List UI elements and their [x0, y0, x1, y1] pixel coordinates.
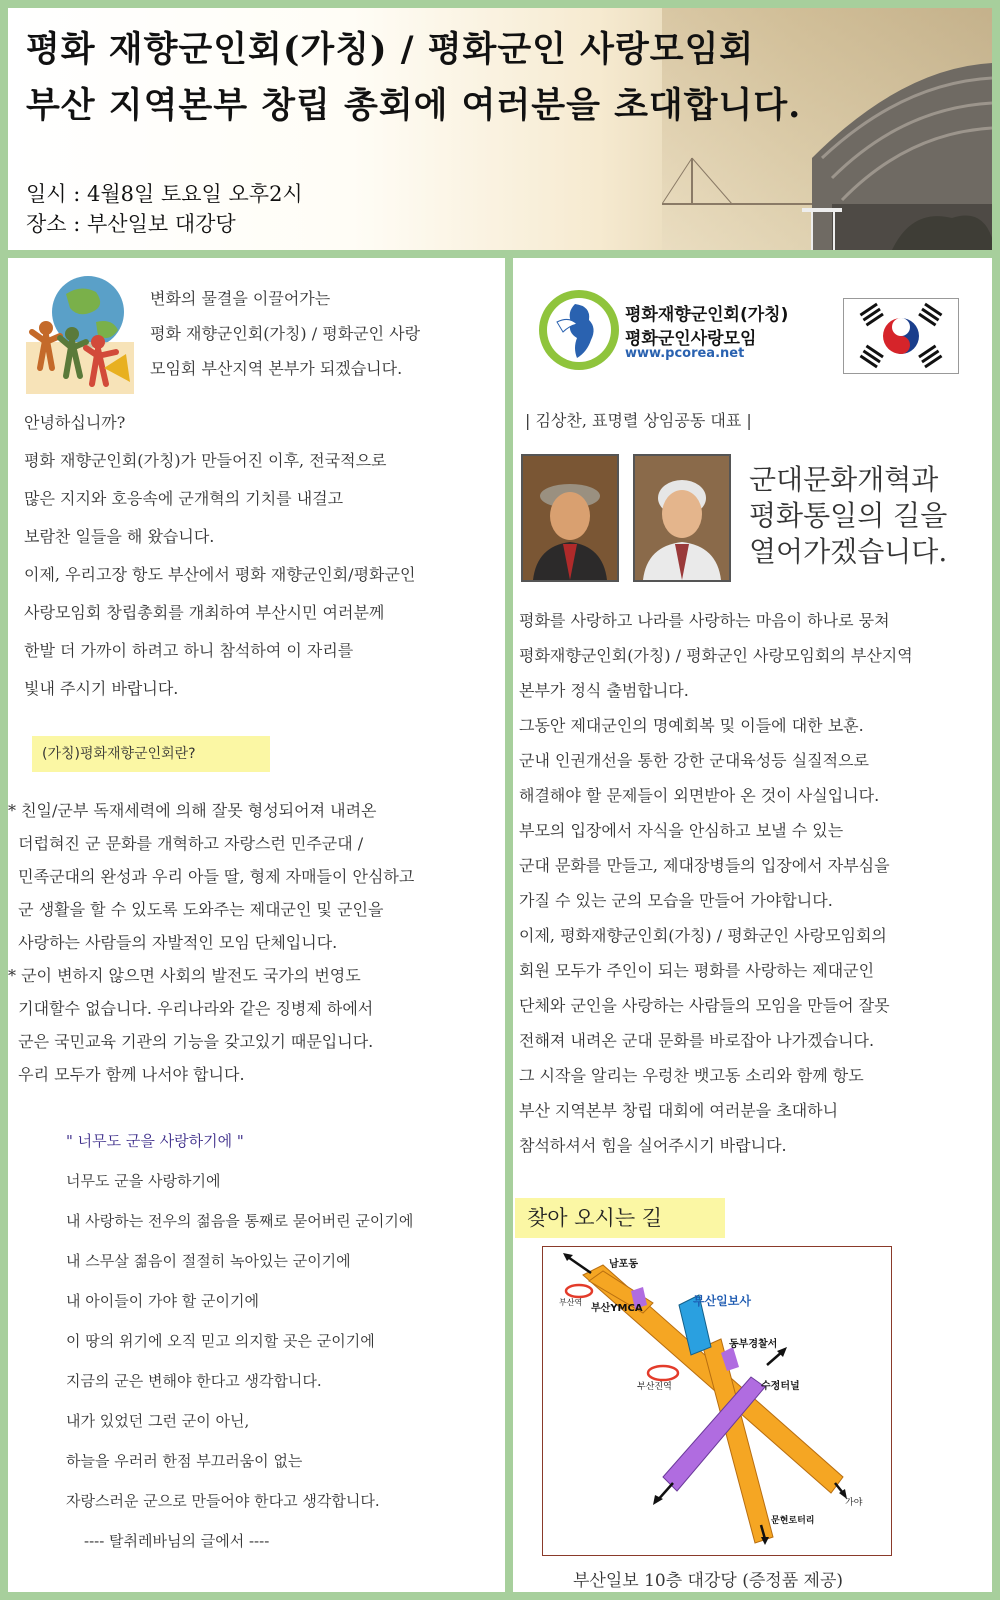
- poem-line: 내 사랑하는 전우의 젊음을 통째로 묻어버린 군이기에: [66, 1212, 414, 1230]
- point-line: * 군이 변하지 않으면 사회의 발전도 국가의 번영도: [8, 966, 361, 985]
- body-line: 한발 더 가까이 하려고 하니 참석하여 이 자리를: [24, 641, 354, 660]
- left-panel: [8, 258, 505, 1592]
- poem-line: 내가 있었던 그런 군이 아닌,: [66, 1412, 250, 1430]
- point-line: 민족군대의 완성과 우리 아들 딸, 형제 자매들이 안심하고: [8, 867, 415, 886]
- slogan-line: 평화통일의 길을: [749, 499, 948, 532]
- title-line-2: 부산 지역본부 창립 총회에 여러분을 초대합니다.: [26, 85, 802, 126]
- point-line: 우리 모두가 함께 나서야 합니다.: [8, 1065, 245, 1084]
- representative-photo-1: [521, 454, 619, 582]
- event-date: 일시 : 4월8일 토요일 오후2시: [26, 182, 303, 206]
- slogan-line: 군대문화개혁과: [749, 463, 939, 496]
- organization-logo: [537, 288, 621, 372]
- poem-line: 이 땅의 위기에 오직 믿고 의지할 곳은 군이기에: [66, 1332, 375, 1350]
- body-line: 보람찬 일들을 해 왔습니다.: [24, 527, 215, 546]
- about-tag: (가칭)평화재향군인회란?: [32, 736, 270, 772]
- body-line: 참석하셔서 힘을 실어주시기 바랍니다.: [519, 1136, 787, 1155]
- body-line: 회원 모두가 주인이 되는 평화를 사랑하는 제대군인: [519, 961, 875, 980]
- map-label-ymca: 부산YMCA: [591, 1303, 643, 1314]
- korean-flag-icon: [843, 298, 959, 374]
- point-line: 군은 국민교육 기관의 기능을 갖고있기 때문입니다.: [8, 1032, 374, 1051]
- body-line: 평화를 사랑하고 나라를 사랑하는 마음이 하나로 뭉쳐: [519, 611, 890, 630]
- body-line: 단체와 군인을 사랑하는 사람들의 모임을 만들어 잘못: [519, 996, 890, 1015]
- body-line: 군내 인권개선을 통한 강한 군대육성등 실질적으로: [519, 751, 870, 770]
- logo-subtitle: 평화군인사랑모임: [625, 329, 757, 349]
- poem-line: 자랑스러운 군으로 만들어야 한다고 생각합니다.: [66, 1492, 380, 1510]
- map-label-busan-ilbo: 부산일보사: [693, 1294, 751, 1308]
- body-line: 전해져 내려온 군대 문화를 바로잡아 나가겠습니다.: [519, 1031, 875, 1050]
- logo-url: www.pcorea.net: [625, 346, 745, 361]
- poem-line: 내 스무살 젊음이 절절히 녹아있는 군이기에: [66, 1252, 351, 1270]
- body-line: 그 시작을 알리는 우렁찬 뱃고동 소리와 함께 항도: [519, 1066, 864, 1085]
- body-line: 부모의 입장에서 자식을 안심하고 보낼 수 있는: [519, 821, 844, 840]
- header-banner: [8, 8, 992, 250]
- body-line: 빛내 주시기 바랍니다.: [24, 679, 179, 698]
- point-line: 사랑하는 사람들의 자발적인 모임 단체입니다.: [8, 933, 338, 952]
- poem-line: 너무도 군을 사랑하기에: [66, 1172, 221, 1190]
- body-line: 이제, 평화재향군인회(가칭) / 평화군인 사랑모임회의: [519, 926, 887, 945]
- map-label-gaya: 가야: [845, 1498, 863, 1508]
- map-label-nampo: 남포동: [609, 1259, 638, 1270]
- body-line: 해결해야 할 문제들이 외면받아 온 것이 사실입니다.: [519, 786, 880, 805]
- map-label-sujeong-tunnel: 수정터널: [761, 1381, 800, 1392]
- title-line-1: 평화 재향군인회(가칭) / 평화군인 사랑모임회: [26, 29, 755, 70]
- map-label-busan-station: 부산역: [559, 1298, 583, 1307]
- body-line: 군대 문화를 만들고, 제대장병들의 입장에서 자부심을: [519, 856, 890, 875]
- body-line: 그동안 제대군인의 명예회복 및 이들에 대한 보훈.: [519, 716, 864, 735]
- map-label-dongbu-police: 동부경찰서: [729, 1339, 778, 1350]
- body-line: 가질 수 있는 군의 모습을 만들어 가야합니다.: [519, 891, 833, 910]
- map-label-munhyeon: 문현로터리: [771, 1516, 815, 1526]
- poem-line: 지금의 군은 변해야 한다고 생각합니다.: [66, 1372, 322, 1390]
- map-drawing: [543, 1247, 891, 1555]
- greeting-line: 안녕하십니까?: [24, 413, 126, 432]
- poem-credit: ---- 탈취레바님의 글에서 ----: [84, 1532, 270, 1550]
- poem-line: 하늘을 우러러 한점 부끄러움이 없는: [66, 1452, 303, 1470]
- intro-line: 변화의 물결을 이끌어가는: [150, 289, 331, 308]
- intro-line: 모임회 부산지역 본부가 되겠습니다.: [150, 359, 403, 378]
- map-caption: 부산일보 10층 대강당 (증정품 제공): [573, 1571, 843, 1591]
- directions-heading: 찾아 오시는 길: [515, 1198, 725, 1238]
- body-line: 평화재향군인회(가칭) / 평화군인 사랑모임회의 부산지역: [519, 646, 913, 665]
- location-map: [542, 1246, 892, 1556]
- right-panel: [513, 258, 992, 1592]
- body-line: 이제, 우리고장 항도 부산에서 평화 재향군인회/평화군인: [24, 565, 416, 584]
- point-line: * 친일/군부 독재세력에 의해 잘못 형성되어져 내려온: [8, 801, 377, 820]
- logo-name: 평화재향군인회(가칭): [625, 305, 789, 325]
- poem-title: " 너무도 군을 사랑하기에 ": [66, 1132, 244, 1150]
- point-line: 기대할수 없습니다. 우리나라와 같은 징병제 하에서: [8, 999, 374, 1018]
- representative-photo-2: [633, 454, 731, 582]
- poem-line: 내 아이들이 가야 할 군이기에: [66, 1292, 259, 1310]
- slogan-line: 열어가겠습니다.: [749, 535, 948, 568]
- globe-people-illustration: [26, 272, 134, 394]
- body-line: 사랑모임회 창립총회를 개최하여 부산시민 여러분께: [24, 603, 385, 622]
- intro-line: 평화 재향군인회(가칭) / 평화군인 사랑: [150, 324, 421, 343]
- point-line: 군 생활을 할 수 있도록 도와주는 제대군인 및 군인을: [8, 900, 384, 919]
- event-place: 장소 : 부산일보 대강당: [26, 212, 236, 236]
- body-line: 많은 지지와 호응속에 군개혁의 기치를 내걸고: [24, 489, 344, 508]
- point-line: 더럽혀진 군 문화를 개혁하고 자랑스런 민주군대 /: [8, 834, 364, 853]
- representatives-caption: | 김상찬, 표명렬 상임공동 대표 |: [525, 411, 752, 430]
- map-label-busanjin-station: 부산진역: [637, 1382, 672, 1392]
- body-line: 부산 지역본부 창립 대회에 여러분을 초대하니: [519, 1101, 839, 1120]
- body-line: 평화 재향군인회(가칭)가 만들어진 이후, 전국적으로: [24, 451, 387, 470]
- body-line: 본부가 정식 출범합니다.: [519, 681, 689, 700]
